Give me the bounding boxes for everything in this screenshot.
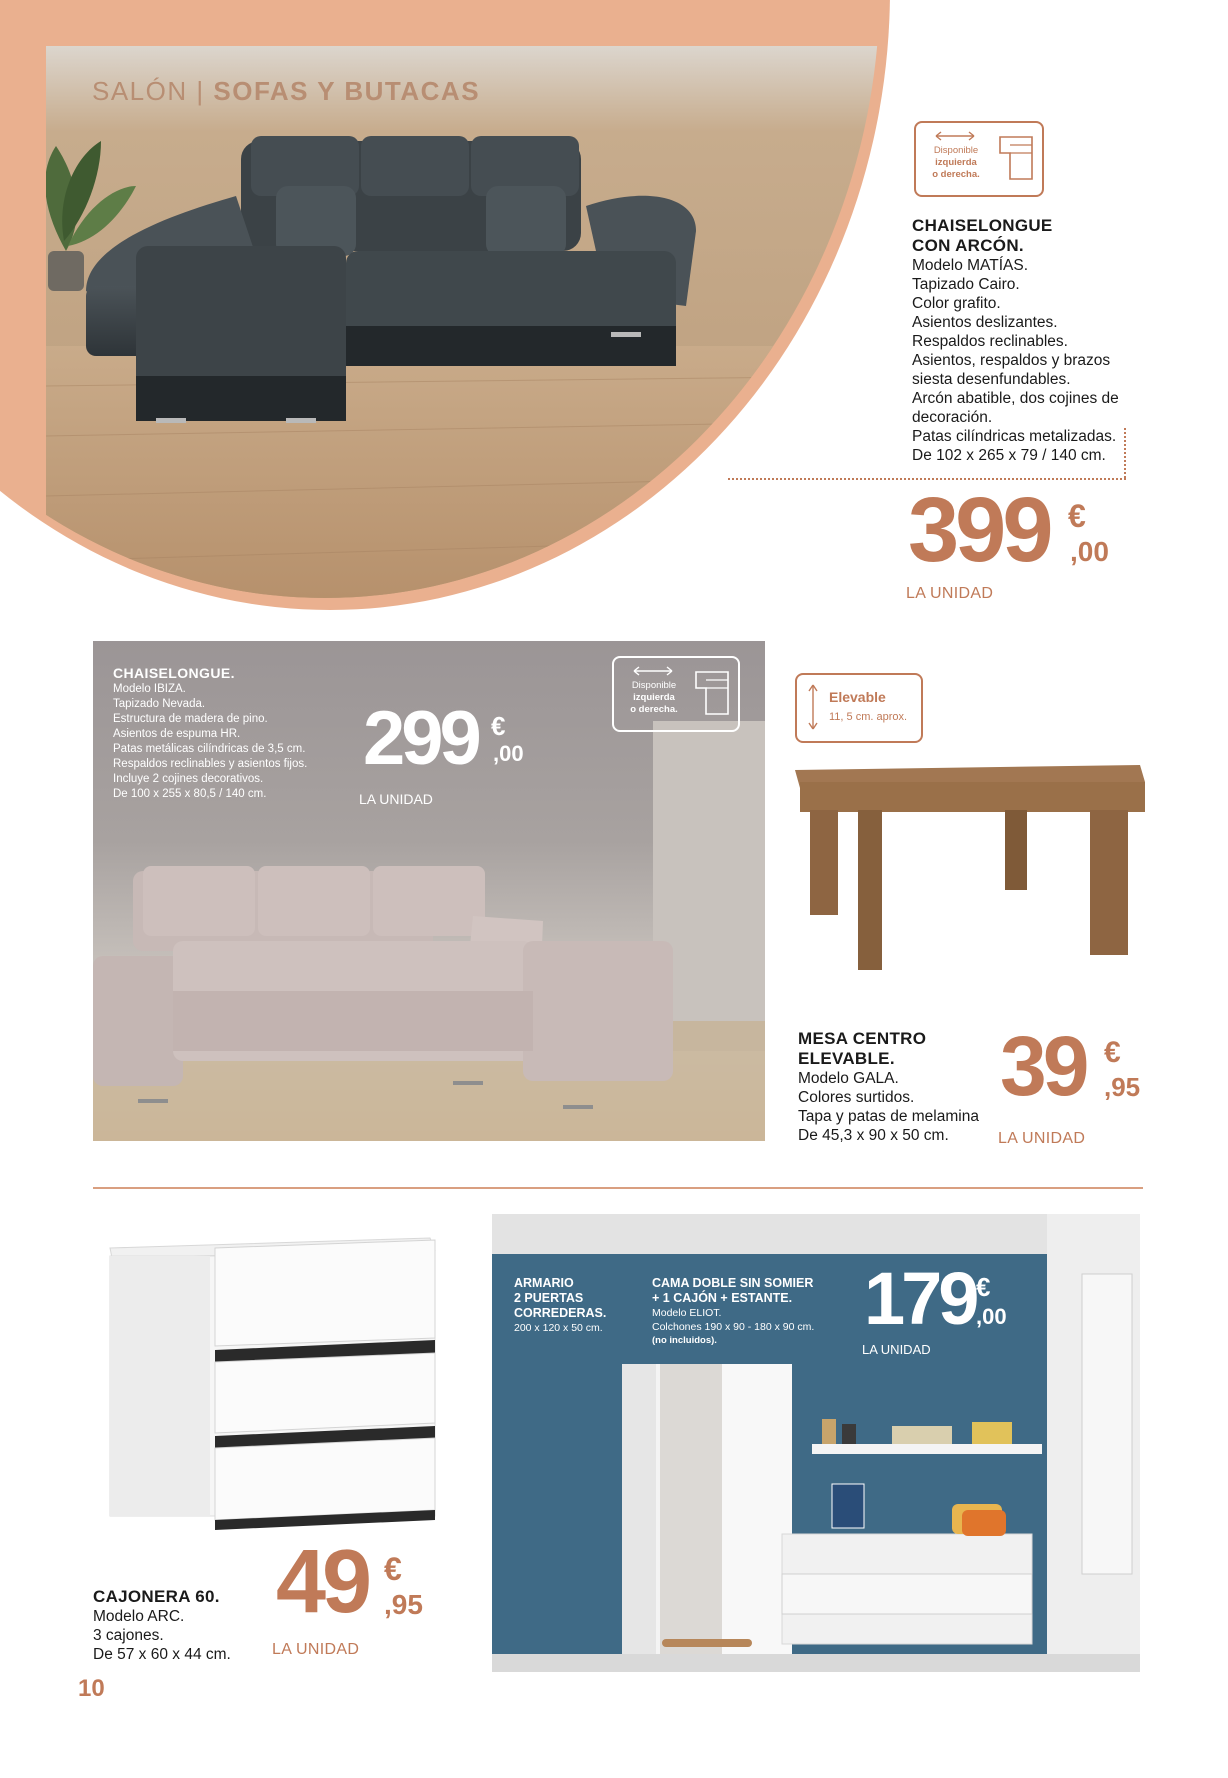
product-detail: Modelo MATÍAS. bbox=[912, 257, 1029, 274]
badge-line: Disponible bbox=[933, 145, 979, 156]
price-unit-label: LA UNIDAD bbox=[906, 585, 994, 602]
double-arrow-icon bbox=[934, 131, 976, 141]
price-integer: 39 bbox=[1000, 1019, 1086, 1113]
product-detail: Patas metálicas cilíndricas de 3,5 cm. bbox=[113, 743, 306, 755]
product-detail: Asientos, respaldos y brazos bbox=[912, 352, 1111, 369]
section-divider bbox=[93, 1187, 1143, 1189]
price-currency: € bbox=[976, 1272, 991, 1302]
product-name: CHAISELONGUE. bbox=[113, 665, 235, 681]
product-detail: De 45,3 x 90 x 50 cm. bbox=[798, 1127, 949, 1144]
product-detail: De 100 x 255 x 80,5 / 140 cm. bbox=[113, 788, 267, 800]
product-detail: Colores surtidos. bbox=[798, 1089, 915, 1106]
product-description-gala bbox=[798, 1029, 998, 1145]
hero-image-area bbox=[46, 46, 886, 616]
category-label: SOFAS Y BUTACAS bbox=[213, 76, 481, 106]
section-label: SALÓN bbox=[92, 76, 188, 106]
product-name: CON ARCÓN. bbox=[912, 236, 1024, 255]
product-name: MESA CENTRO bbox=[798, 1029, 927, 1048]
price-currency: € bbox=[1068, 498, 1086, 534]
price-currency: € bbox=[384, 1551, 402, 1587]
availability-badge-matias bbox=[914, 121, 1044, 197]
product-detail: Asientos de espuma HR. bbox=[113, 728, 241, 740]
product-name: ELEVABLE. bbox=[798, 1049, 895, 1068]
chaiselongue-shape-icon bbox=[692, 668, 732, 718]
hero-photo-circle bbox=[46, 46, 880, 598]
badge-line: izquierda bbox=[935, 157, 977, 168]
product-detail: siesta desenfundables. bbox=[912, 371, 1071, 388]
price-ibiza bbox=[363, 696, 553, 791]
product-detail: Patas cilíndricas metalizadas. bbox=[912, 428, 1117, 445]
title-separator: | bbox=[196, 76, 205, 106]
product-description-ibiza bbox=[113, 665, 373, 802]
price-currency: € bbox=[1104, 1036, 1121, 1069]
section-title bbox=[92, 76, 480, 107]
ibiza-photo-panel bbox=[93, 641, 765, 1141]
price-cajonera bbox=[276, 1532, 446, 1647]
price-currency: € bbox=[491, 711, 506, 741]
coffee-table-illustration bbox=[790, 760, 1150, 970]
product-name: CORREDERAS. bbox=[514, 1306, 607, 1320]
product-detail: De 102 x 265 x 79 / 140 cm. bbox=[912, 447, 1106, 464]
price-decimals: ,00 bbox=[976, 1304, 1007, 1329]
product-detail: Tapa y patas de melamina bbox=[798, 1108, 979, 1125]
product-detail: Respaldos reclinables y asientos fijos. bbox=[113, 758, 308, 770]
price-integer: 299 bbox=[363, 696, 478, 781]
product-detail: Incluye 2 cojines decorativos. bbox=[113, 773, 264, 785]
product-name: + 1 CAJÓN + ESTANTE. bbox=[652, 1291, 793, 1305]
product-detail: Tapizado Cairo. bbox=[912, 276, 1020, 293]
product-detail: 200 x 120 x 50 cm. bbox=[514, 1322, 603, 1334]
product-name: 2 PUERTAS bbox=[514, 1291, 584, 1305]
drawer-unit-illustration bbox=[100, 1228, 445, 1538]
product-detail: decoración. bbox=[912, 409, 993, 426]
product-detail: Modelo ARC. bbox=[93, 1608, 185, 1625]
price-unit-label: LA UNIDAD bbox=[862, 1342, 931, 1357]
badge-line: o derecha. bbox=[630, 704, 678, 715]
product-name: CAJONERA 60. bbox=[93, 1587, 220, 1606]
product-detail: Arcón abatible, dos cojines de bbox=[912, 390, 1119, 407]
price-unit-label: LA UNIDAD bbox=[998, 1130, 1086, 1147]
armario-description bbox=[514, 1276, 634, 1335]
page-number: 10 bbox=[78, 1675, 105, 1702]
product-description-matias bbox=[912, 216, 1212, 465]
product-detail: Estructura de madera de pino. bbox=[113, 713, 268, 725]
product-name: CAMA DOBLE SIN SOMIER bbox=[652, 1276, 814, 1290]
hero-room-illustration bbox=[46, 46, 880, 598]
product-note: (no incluidos). bbox=[652, 1335, 717, 1346]
elevable-badge bbox=[795, 673, 923, 743]
product-detail: Asientos deslizantes. bbox=[912, 314, 1058, 331]
product-detail: Modelo GALA. bbox=[798, 1070, 899, 1087]
product-detail: Respaldos reclinables. bbox=[912, 333, 1068, 350]
price-integer: 49 bbox=[276, 1532, 369, 1632]
price-bedroom bbox=[864, 1257, 1034, 1352]
bedroom-photo-panel bbox=[492, 1214, 1140, 1672]
double-arrow-icon bbox=[632, 666, 674, 676]
chaiselongue-shape-icon bbox=[996, 133, 1036, 183]
price-decimals: ,95 bbox=[384, 1589, 423, 1620]
product-name: ARMARIO bbox=[514, 1276, 574, 1290]
availability-badge-ibiza bbox=[612, 656, 740, 732]
product-detail: Modelo ELIOT. bbox=[652, 1307, 722, 1319]
badge-line: o derecha. bbox=[932, 169, 980, 180]
product-detail: Color grafito. bbox=[912, 295, 1001, 312]
product-detail: 3 cajones. bbox=[93, 1627, 164, 1644]
price-decimals: ,95 bbox=[1104, 1072, 1141, 1102]
product-detail: Colchones 190 x 90 - 180 x 90 cm. bbox=[652, 1321, 815, 1333]
price-gala bbox=[1000, 1019, 1160, 1124]
badge-subtitle: 11, 5 cm. aprox. bbox=[829, 711, 908, 723]
vertical-arrow-icon bbox=[807, 683, 819, 731]
price-unit-label: LA UNIDAD bbox=[359, 791, 433, 807]
badge-line: izquierda bbox=[633, 692, 675, 703]
product-detail: Tapizado Nevada. bbox=[113, 698, 206, 710]
product-detail: Modelo IBIZA. bbox=[113, 683, 186, 695]
price-decimals: ,00 bbox=[1070, 536, 1109, 567]
badge-title: Elevable bbox=[829, 689, 886, 705]
product-detail: De 57 x 60 x 44 cm. bbox=[93, 1646, 231, 1663]
price-matias bbox=[908, 479, 1128, 594]
price-decimals: ,00 bbox=[493, 741, 524, 766]
price-integer: 179 bbox=[864, 1257, 976, 1340]
price-unit-label: LA UNIDAD bbox=[272, 1641, 360, 1658]
badge-line: Disponible bbox=[631, 680, 677, 691]
product-name: CHAISELONGUE bbox=[912, 216, 1053, 235]
price-integer: 399 bbox=[908, 479, 1050, 581]
cama-description bbox=[652, 1276, 862, 1347]
dotted-divider bbox=[1124, 428, 1126, 478]
